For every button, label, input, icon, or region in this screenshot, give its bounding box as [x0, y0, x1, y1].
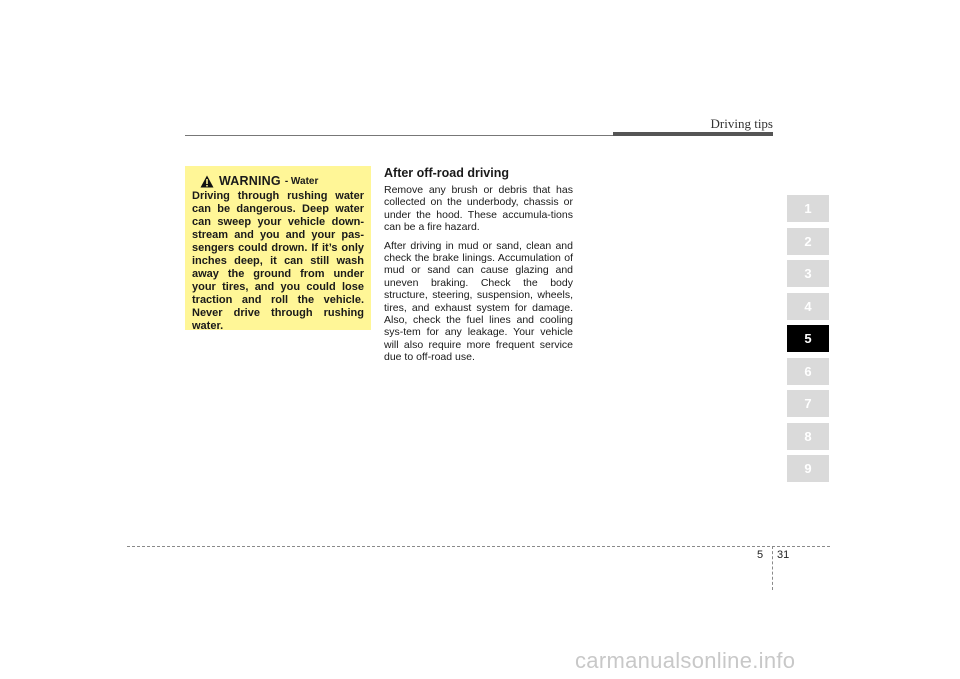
chapter-tab-8[interactable]: 8	[787, 423, 829, 450]
main-content	[384, 166, 573, 370]
header-title: Driving tips	[710, 116, 773, 131]
warning-header	[200, 174, 364, 188]
chapter-tab-7[interactable]: 7	[787, 390, 829, 417]
chapter-tab-6[interactable]: 6	[787, 358, 829, 385]
chapter-tab-4[interactable]: 4	[787, 293, 829, 320]
chapter-tab-3[interactable]: 3	[787, 260, 829, 287]
paragraph: Remove any brush or debris that has collected on the underbody, chassis or under the hood. These accumula-tions can be a fire hazard.	[384, 184, 573, 234]
chapter-tab-9[interactable]: 9	[787, 455, 829, 482]
chapter-nav	[787, 195, 829, 488]
footer-rule	[127, 546, 830, 547]
chapter-tab-1[interactable]: 1	[787, 195, 829, 222]
header-rule-accent	[613, 132, 773, 136]
footer-chapter-number: 5	[757, 549, 764, 561]
watermark: carmanualsonline.info	[575, 648, 796, 673]
warning-triangle-icon	[200, 175, 214, 188]
warning-subtitle: - Water	[284, 175, 319, 187]
section-title: After off-road driving	[384, 166, 509, 180]
paragraph: After driving in mud or sand, clean and check the brake linings. Accumulation of mud or sand can cause glazing and uneven braking. Check the body structure, steering, suspension, wheels, tires, and exhaust system for damage. Also, check the fuel lines and cooling sys-tem for any leakage. Your vehicle will also require more frequent service due to off-road use.	[384, 239, 573, 364]
chapter-tab-5[interactable]: 5	[787, 325, 829, 352]
warning-box	[185, 166, 371, 330]
warning-text: Driving through rushing water can be dangerous. Deep water can sweep your vehicle down-stream and you and your pas-sengers could drown. If it’s only inches deep, it can still wash away the ground from under your tires, and you could lose traction and roll the vehicle. Never drive through rushing water.	[192, 190, 364, 332]
chapter-tab-2[interactable]: 2	[787, 228, 829, 255]
footer-divider	[772, 546, 773, 590]
warning-title: WARNING	[219, 174, 281, 188]
footer-page-number: 31	[777, 549, 790, 561]
